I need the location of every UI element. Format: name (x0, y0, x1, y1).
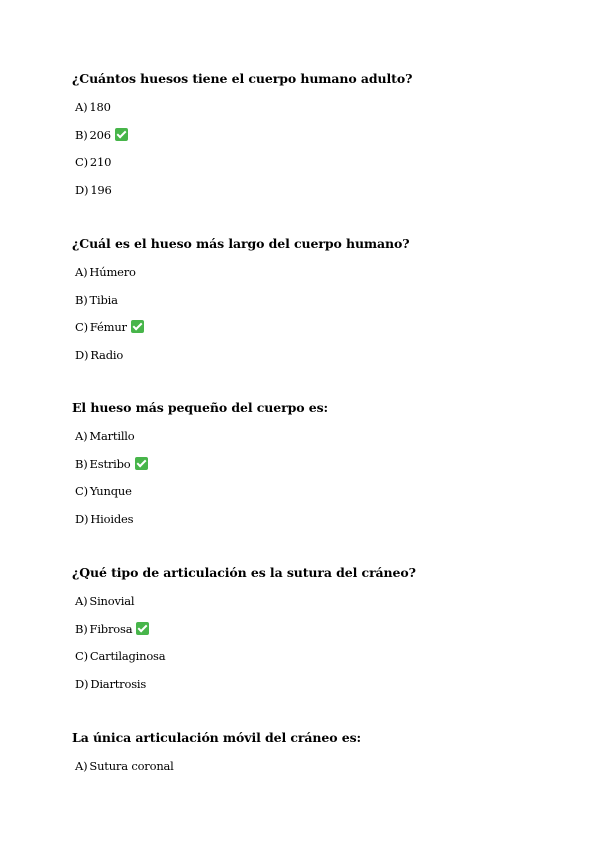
question-title: La única articulación móvil del cráneo es: (72, 730, 362, 745)
option-b (72, 292, 572, 308)
option-list (72, 99, 572, 198)
option-text: Fémur (89, 320, 127, 334)
option-label: C) (75, 484, 88, 498)
option-list (72, 758, 572, 774)
option-text: Tibia (89, 292, 118, 307)
option-text: Hioides (90, 511, 134, 526)
option-a (72, 428, 572, 444)
option-text: Cartilaginosa (89, 649, 166, 663)
option-text: Estribo (89, 456, 131, 471)
option-text: 210 (89, 155, 112, 169)
option-label: B) (75, 456, 88, 471)
question-1 (72, 71, 572, 209)
question-title: ¿Cuál es el hueso más largo del cuerpo humano? (72, 236, 410, 251)
option-list (72, 593, 572, 692)
option-d (72, 182, 572, 198)
option-label: A) (75, 265, 88, 279)
option-d (72, 347, 572, 363)
option-text: Sutura coronal (89, 759, 174, 773)
option-a (72, 99, 572, 115)
check-mark-icon (131, 320, 144, 333)
question-title: ¿Cuántos huesos tiene el cuerpo humano adulto? (72, 71, 413, 86)
option-a (72, 593, 572, 609)
option-label: A) (75, 100, 88, 114)
option-label: A) (75, 429, 88, 443)
option-label: D) (75, 182, 89, 197)
option-label: C) (75, 649, 88, 663)
check-mark-icon (135, 457, 148, 470)
question-2 (72, 236, 572, 374)
option-label: B) (75, 621, 88, 636)
option-text: 180 (89, 100, 111, 114)
question-title: ¿Qué tipo de articulación es la sutura del cráneo? (72, 565, 416, 580)
option-label: D) (75, 347, 89, 362)
option-a (72, 758, 572, 774)
option-c (72, 648, 572, 664)
option-b (72, 456, 572, 472)
option-text: Fibrosa (89, 621, 133, 636)
option-text: Diartrosis (90, 676, 147, 691)
option-text: Martillo (89, 429, 135, 443)
option-text: Húmero (89, 265, 136, 279)
question-5 (72, 730, 572, 786)
option-d (72, 511, 572, 527)
option-b (72, 621, 572, 637)
check-mark-icon (115, 128, 128, 141)
option-d (72, 676, 572, 692)
option-label: D) (75, 676, 89, 691)
question-3 (72, 400, 572, 538)
option-label: C) (75, 320, 88, 334)
option-a (72, 264, 572, 280)
option-label: B) (75, 292, 88, 307)
option-label: C) (75, 155, 88, 169)
option-text: Yunque (89, 484, 132, 498)
option-c (72, 319, 572, 335)
option-text: 206 (89, 127, 111, 142)
option-b (72, 127, 572, 143)
option-label: A) (75, 759, 88, 773)
option-label: B) (75, 127, 88, 142)
option-list (72, 264, 572, 363)
option-c (72, 154, 572, 170)
option-label: D) (75, 511, 89, 526)
check-mark-icon (136, 622, 149, 635)
option-c (72, 483, 572, 499)
option-label: A) (75, 594, 88, 608)
question-title: El hueso más pequeño del cuerpo es: (72, 400, 329, 415)
option-list (72, 428, 572, 527)
option-text: Sinovial (89, 594, 135, 608)
option-text: 196 (90, 182, 112, 197)
option-text: Radio (90, 347, 124, 362)
question-4 (72, 565, 572, 703)
